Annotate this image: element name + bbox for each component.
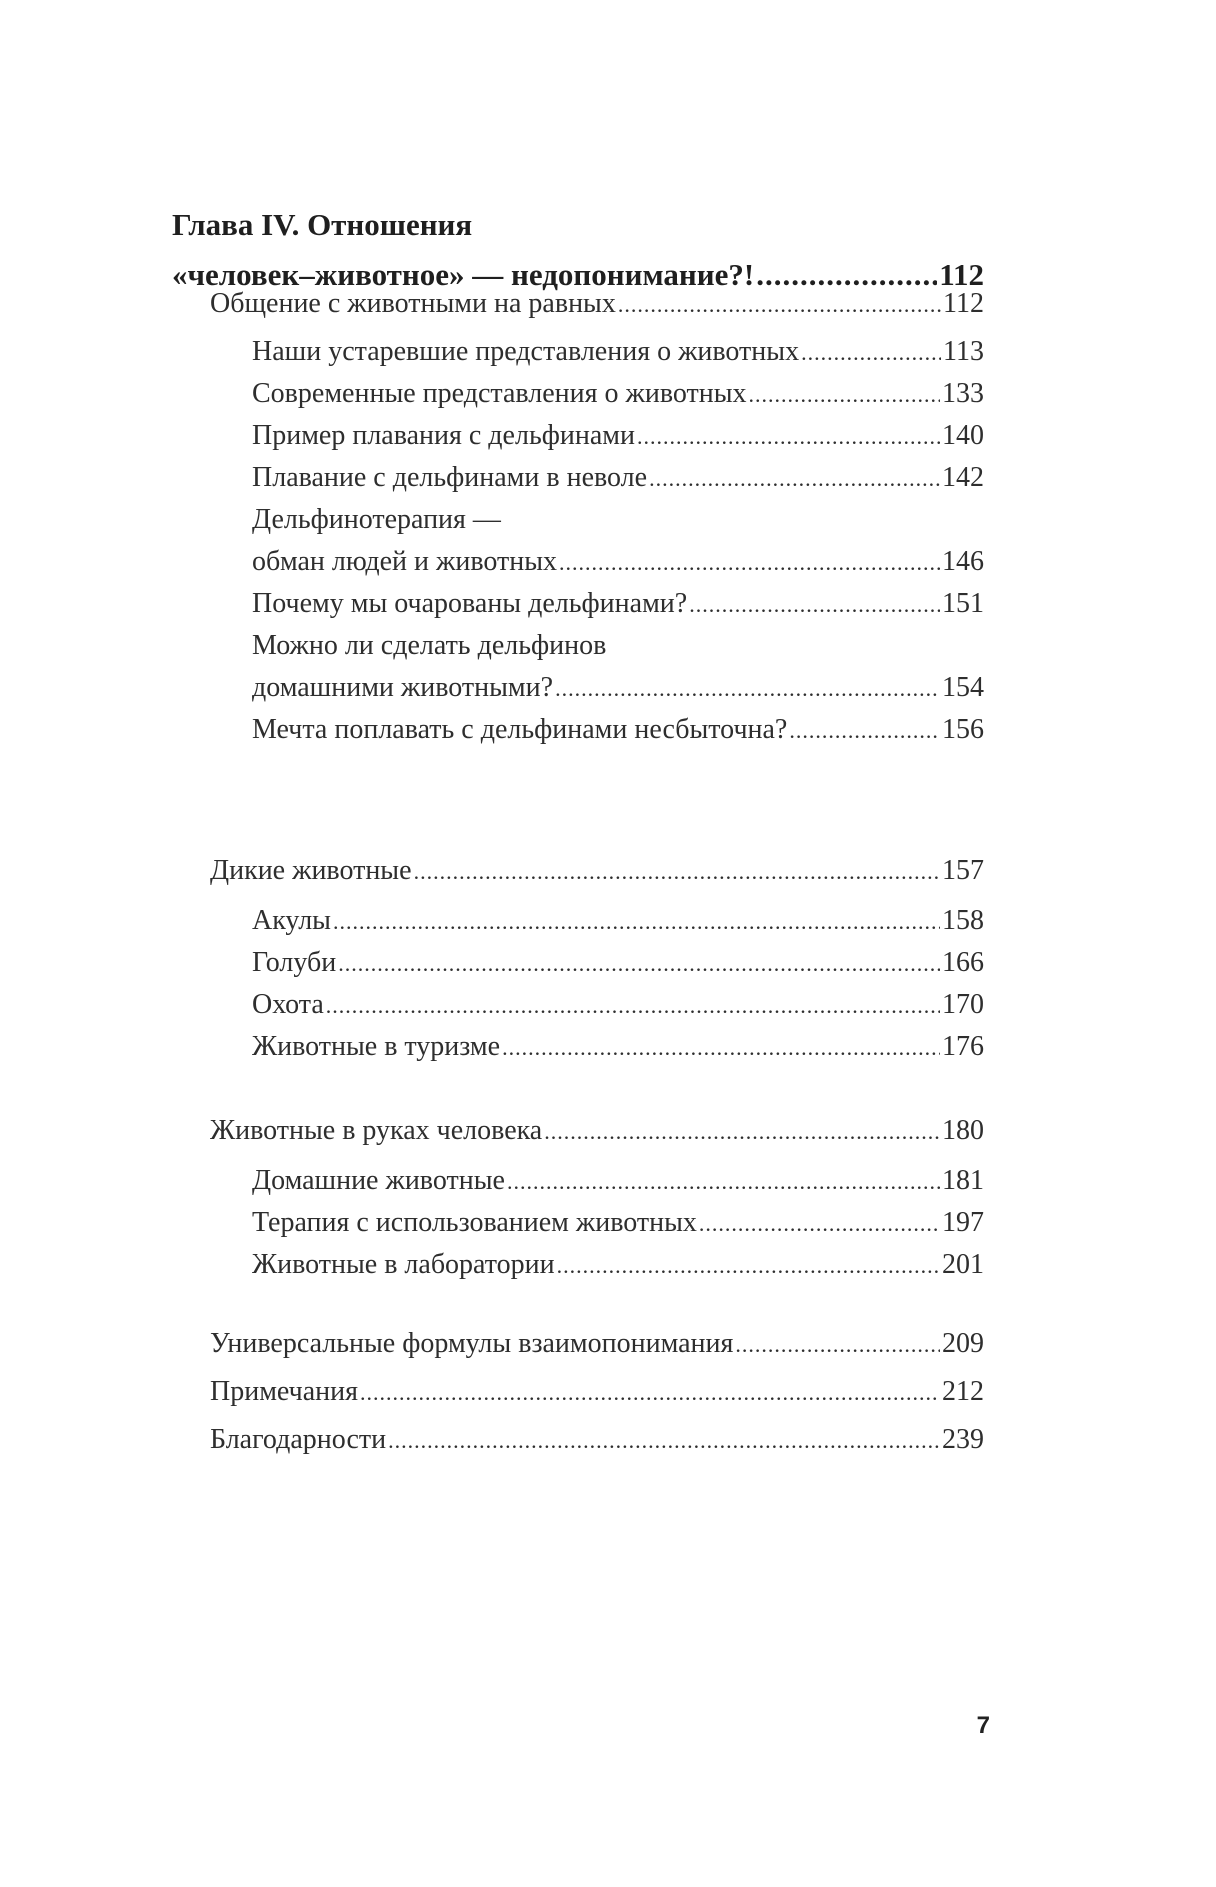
toc-entry-label: Плавание с дельфинами в неволе	[252, 462, 648, 493]
toc-entry	[210, 283, 984, 325]
toc-entry-page: 212	[942, 1376, 984, 1407]
toc-entry-page: 176	[942, 1031, 984, 1062]
dot-leader	[544, 1111, 940, 1153]
dot-leader	[333, 901, 940, 943]
toc-entry-page: 146	[942, 546, 984, 577]
dot-leader	[388, 1417, 940, 1465]
toc-entry	[210, 1110, 984, 1152]
toc-entry	[210, 1416, 984, 1464]
dot-leader	[559, 542, 940, 584]
toc-subentry	[210, 373, 984, 415]
toc-subentry	[210, 1202, 984, 1244]
dot-leader	[360, 1369, 940, 1417]
toc-section-animals-in-human-hands	[210, 1110, 984, 1286]
toc-entry-page: 181	[942, 1165, 984, 1196]
page-number: 7	[976, 1712, 990, 1739]
toc-entry-label: Пример плавания с дельфинами	[252, 420, 635, 451]
toc-entry-label: Животные в лаборатории	[252, 1249, 555, 1280]
toc-entry-page: 170	[942, 989, 984, 1020]
toc-entry-label: Благодарности	[210, 1424, 387, 1455]
toc-subentry	[210, 709, 984, 751]
dot-leader	[689, 584, 940, 626]
toc-entry-page: 156	[942, 714, 984, 745]
toc-section-communication	[210, 283, 984, 751]
chapter-page-number: 112	[939, 257, 984, 292]
dot-leader	[502, 1027, 940, 1069]
chapter-title-line2: «человек–животное» — недопонимание?!	[172, 257, 755, 292]
toc-entry-page: 151	[942, 588, 984, 619]
toc-entry-label: домашними животными?	[252, 672, 554, 703]
toc-entry-label: Охота	[252, 989, 324, 1020]
chapter-title-line1: Глава IV. Отношения	[172, 207, 473, 242]
toc-subentry-line1: Дельфинотерапия —	[252, 504, 501, 535]
dot-leader	[789, 710, 940, 752]
toc-subentry	[210, 667, 984, 709]
dot-leader	[801, 332, 941, 374]
toc-entry-label: Мечта поплавать с дельфинами несбыточна?	[252, 714, 788, 745]
toc-subentry	[210, 457, 984, 499]
dot-leader	[414, 851, 940, 893]
toc-entry-page: 166	[942, 947, 984, 978]
toc-entry-page: 180	[942, 1115, 984, 1146]
toc-entry-page: 133	[942, 378, 984, 409]
dot-leader	[338, 943, 940, 985]
dot-leader	[649, 458, 940, 500]
toc-entry	[210, 1368, 984, 1416]
toc-closing-section	[210, 1320, 984, 1464]
dot-leader	[735, 1321, 940, 1369]
toc-entry	[210, 1320, 984, 1368]
toc-entry-page: 140	[942, 420, 984, 451]
toc-entry-page: 209	[942, 1328, 984, 1359]
toc-subentry	[210, 984, 984, 1026]
toc-section-wild-animals	[210, 850, 984, 1068]
toc-entry-label: Акулы	[252, 905, 331, 936]
dot-leader	[507, 1161, 940, 1203]
toc-subentry-line1: Можно ли сделать дельфинов	[252, 630, 607, 661]
toc-entry-page: 154	[942, 672, 984, 703]
toc-entry-label: Современные представления о животных	[252, 378, 747, 409]
dot-leader	[637, 416, 940, 458]
toc-entry-label: обман людей и животных	[252, 546, 558, 577]
toc-entry	[210, 850, 984, 892]
dot-leader	[326, 985, 940, 1027]
toc-entry-label: Наши устаревшие представления о животных	[252, 336, 800, 367]
toc-subentry	[210, 415, 984, 457]
toc-entry-label: Примечания	[210, 1376, 359, 1407]
toc-entry-label: Животные в туризме	[252, 1031, 501, 1062]
toc-entry-label: Универсальные формулы взаимопонимания	[210, 1328, 734, 1359]
toc-entry-label: Почему мы очарованы дельфинами?	[252, 588, 688, 619]
toc-subentry	[210, 900, 984, 942]
toc-entry-page: 142	[942, 462, 984, 493]
toc-subentry	[210, 541, 984, 583]
toc-entry-page: 112	[943, 288, 984, 319]
toc-entry-label: Общение с животными на равных	[210, 288, 616, 319]
dot-leader	[699, 1203, 940, 1245]
dot-leader	[555, 668, 940, 710]
toc-subentry	[210, 1244, 984, 1286]
toc-entry-page: 157	[942, 855, 984, 886]
toc-entry-label: Терапия с использованием животных	[252, 1207, 697, 1238]
dot-leader	[618, 284, 941, 326]
toc-entry-label: Животные в руках человека	[210, 1115, 543, 1146]
toc-entry-page: 201	[942, 1249, 984, 1280]
dot-leader	[749, 374, 940, 416]
toc-entry-page: 113	[943, 336, 984, 367]
toc-entry-page: 158	[942, 905, 984, 936]
toc-entry-label: Дикие животные	[210, 855, 412, 886]
toc-subentry	[210, 331, 984, 373]
toc-entry-page: 239	[942, 1424, 984, 1455]
toc-entry-label: Голуби	[252, 947, 337, 978]
toc-subentry	[210, 942, 984, 984]
toc-entry-page: 197	[942, 1207, 984, 1238]
toc-subentry	[210, 1026, 984, 1068]
toc-entry-label: Домашние животные	[252, 1165, 505, 1196]
toc-subentry	[210, 583, 984, 625]
dot-leader	[557, 1245, 940, 1287]
toc-subentry	[210, 1160, 984, 1202]
